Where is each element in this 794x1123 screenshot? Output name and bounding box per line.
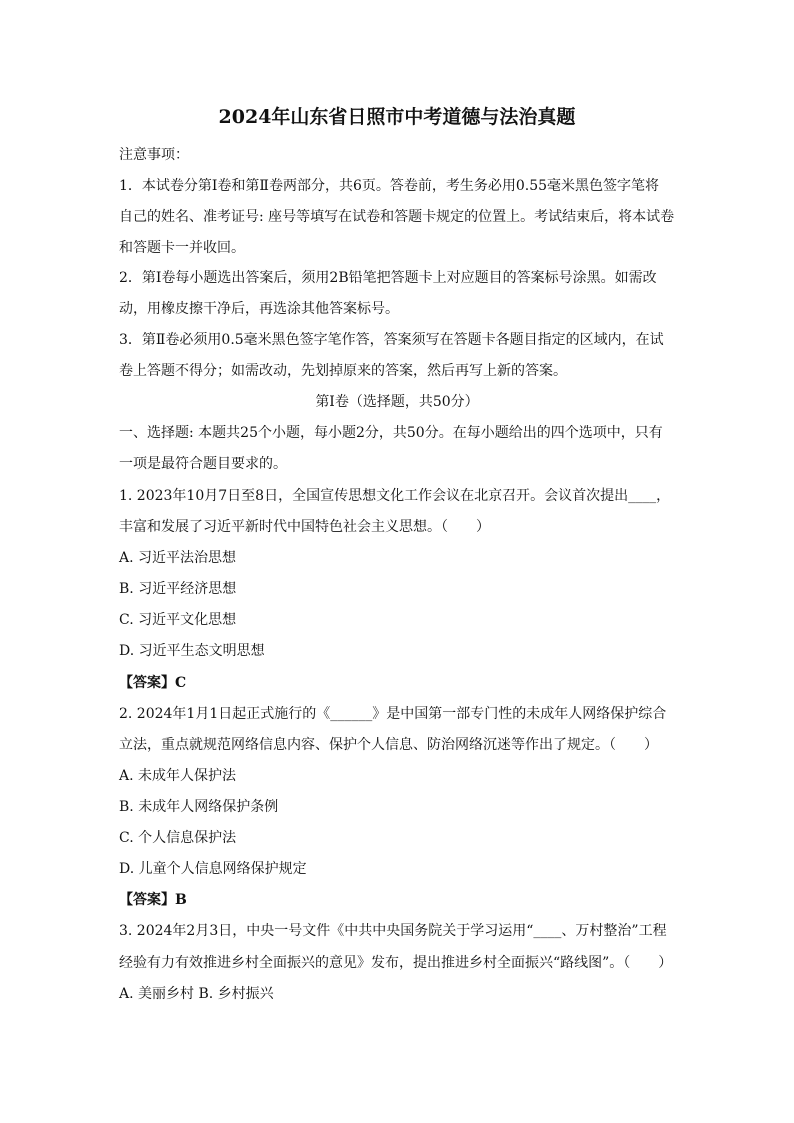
note-line: 2．第Ⅰ卷每小题选出答案后，须用2B铅笔把答题卡上对应题目的答案标号涂黑。如需改 [119, 270, 657, 286]
question-1-option-b: B. 习近平经济思想 [119, 581, 237, 597]
question-2-option-b: B. 未成年人网络保护条例 [119, 799, 279, 815]
notes-heading: 注意事项： [119, 147, 189, 163]
note-line: 3．第Ⅱ卷必须用0.5毫米黑色签字笔作答，答案须写在答题卡各题目指定的区域内，在试 [119, 332, 664, 348]
note-line: 动，用橡皮擦干净后，再选涂其他答案标号。 [119, 301, 399, 317]
note-line: 卷上答题不得分；如需改动，先划掉原来的答案，然后再写上新的答案。 [119, 363, 567, 379]
question-2-option-d: D. 儿童个人信息网络保护规定 [119, 861, 307, 877]
question-2-answer: 【答案】B [119, 892, 187, 908]
note-line: 1．本试卷分第Ⅰ卷和第Ⅱ卷两部分，共6页。答卷前，考生务必用0.55毫米黑色签字笔将 [119, 178, 660, 194]
question-1-stem: 丰富和发展了习近平新时代中国特色社会主义思想。（ ） [119, 519, 490, 535]
question-3-stem: 经验有力有效推进乡村全面振兴的意见》发布，提出推进乡村全面振兴“路线图”。（ ） [119, 955, 673, 971]
section-instruction: 一、选择题: 本题共25个小题，每小题2分，共50分。在每小题给出的四个选项中，只有 [119, 425, 663, 441]
question-1-answer: 【答案】C [119, 675, 187, 691]
question-1-option-a: A. 习近平法治思想 [119, 550, 237, 566]
note-line: 和答题卡一并收回。 [119, 240, 245, 256]
question-3-options: A. 美丽乡村 B. 乡村振兴 [119, 986, 274, 1002]
section-heading: 第Ⅰ卷（选择题，共50分） [315, 394, 479, 410]
page-title: 2024年山东省日照市中考道德与法治真题 [218, 106, 576, 128]
question-2-option-a: A. 未成年人保护法 [119, 768, 237, 784]
question-1-option-d: D. 习近平生态文明思想 [119, 643, 265, 659]
question-3-stem: 3. 2024年2月3日，中央一号文件《中共中央国务院关于学习运用“____、万村整治”工程 [119, 923, 667, 939]
question-2-stem: 立法，重点就规范网络信息内容、保护个人信息、防治网络沉迷等作出了规定。（ ） [119, 737, 658, 753]
question-1-stem: 1. 2023年10月7日至8日，全国宣传思想文化工作会议在北京召开。会议首次提出____， [119, 488, 671, 504]
question-2-option-c: C. 个人信息保护法 [119, 830, 237, 846]
section-instruction: 一项是最符合题目要求的。 [119, 456, 287, 472]
question-1-option-c: C. 习近平文化思想 [119, 612, 237, 628]
note-line: 自己的姓名、准考证号: 座号等填写在试卷和答题卡规定的位置上。考试结束后，将本试卷 [119, 209, 675, 225]
question-2-stem: 2. 2024年1月1日起正式施行的《______》是中国第一部专门性的未成年人网络保护综合 [119, 706, 667, 722]
